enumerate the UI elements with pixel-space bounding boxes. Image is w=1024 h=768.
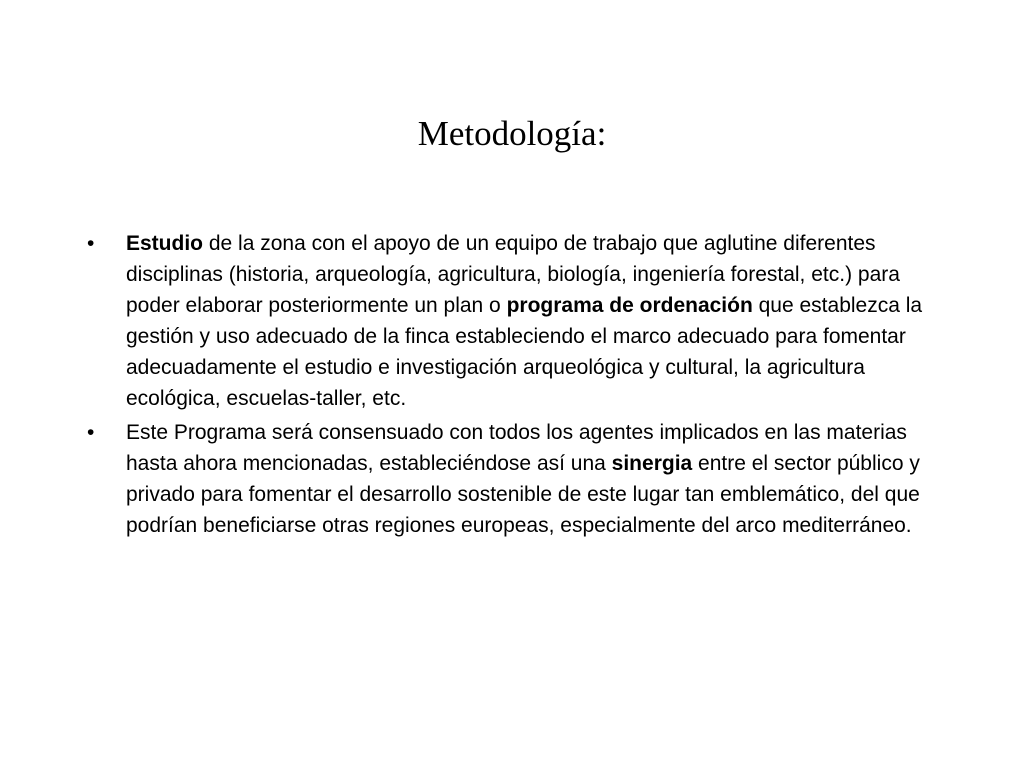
bullet-list [87,228,932,544]
bullet-dot-icon: • [87,421,95,444]
bullet-text [126,232,922,410]
bullet-item-estudio [87,228,932,414]
slide-title: Metodología: [417,114,607,153]
bullet-text-part: de la zona con el apoyo de un equipo de trabajo que aglutine diferentes disciplinas (historia, arqueología, agricultura, biología, ingeniería forestal, etc.) para poder elaborar posteriormente un plan o [126,232,900,317]
bullet-item-programa [87,417,932,541]
bullet-bold-lead: Estudio [126,232,203,255]
bullet-bold-term: programa de ordenación [506,294,753,317]
bullet-bold-term: sinergia [611,452,693,475]
bullet-text-part: que establezca la gestión y uso adecuado de la finca estableciendo el marco adecuado para fomentar adecuadamente el estudio e investigación arqueológica y cultural, la agricultura ecológica, escuelas-taller, etc. [126,294,923,410]
bullet-text-part: Este Programa será consensuado con todos los agentes implicados en las materias hasta ahora mencionadas, estableciéndose así una [126,421,907,475]
bullet-dot-icon: • [87,232,95,255]
bullet-text [126,421,920,537]
bullet-text-part: entre el sector público y privado para fomentar el desarrollo sostenible de este lugar tan emblemático, del que podrían beneficiarse otras regiones europeas, especialmente del arco mediterráneo. [126,452,920,537]
